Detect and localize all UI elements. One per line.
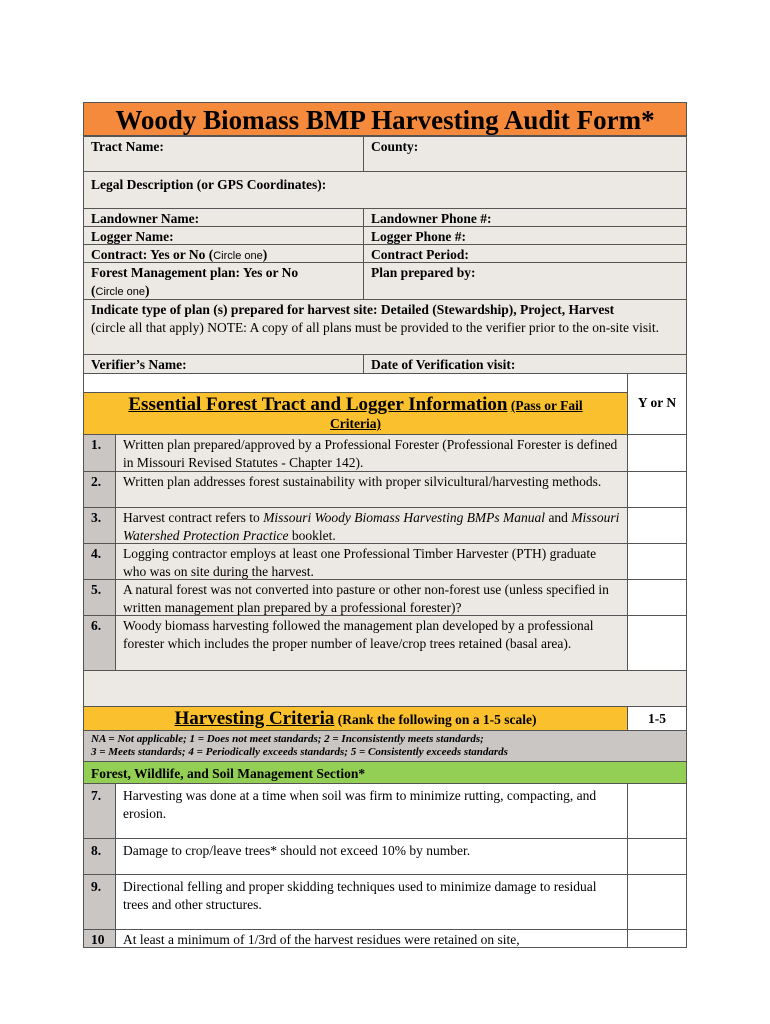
- section1-note-a: (Pass or Fail: [510, 398, 583, 413]
- item-number: 4.: [83, 543, 116, 580]
- section2-header: [83, 706, 628, 731]
- contract-label: Contract: Yes or No (: [91, 247, 214, 262]
- spacer-row: [83, 373, 628, 393]
- score-answer-cell[interactable]: [627, 783, 687, 839]
- item-text-part: and: [545, 510, 572, 525]
- contract-field[interactable]: [83, 244, 364, 263]
- item-text-part: Harvest contract refers to: [123, 510, 264, 525]
- score-column-header: 1-5: [627, 706, 687, 731]
- section2-title: Harvesting Criteria: [174, 708, 335, 729]
- spacer-row: [83, 670, 687, 707]
- fmp-circle-close: ): [145, 283, 150, 298]
- forest-management-plan-field[interactable]: [83, 262, 364, 300]
- item-number: 7.: [83, 783, 116, 839]
- item-text: Woody biomass harvesting followed the management plan developed by a professional forester which includes the proper number of leave/crop trees retained (basal area).: [115, 615, 628, 671]
- item-number: 1.: [83, 434, 116, 472]
- section1-title: Essential Forest Tract and Logger Information: [128, 394, 508, 415]
- plan-prepared-by-field[interactable]: Plan prepared by:: [363, 262, 687, 300]
- item-text: Directional felling and proper skidding techniques used to minimize damage to residual trees and other structures.: [115, 874, 628, 930]
- item-text: Written plan prepared/approved by a Professional Forester (Professional Forester is defined in Missouri Revised Statutes - Chapter 142).: [115, 434, 628, 472]
- item-text: Logging contractor employs at least one Professional Timber Harvester (PTH) graduate who was on site during the harvest.: [115, 543, 628, 580]
- logger-phone-field[interactable]: Logger Phone #:: [363, 226, 687, 245]
- rating-scale-line: 3 = Meets standards; 4 = Periodically exceeds standards; 5 = Consistently exceeds standards: [91, 746, 508, 758]
- yn-answer-cell[interactable]: [627, 507, 687, 544]
- landowner-name-field[interactable]: Landowner Name:: [83, 208, 364, 227]
- yn-answer-cell[interactable]: [627, 615, 687, 671]
- yn-answer-cell[interactable]: [627, 543, 687, 580]
- subsection-header: Forest, Wildlife, and Soil Management Section*: [83, 761, 687, 784]
- item-text: [115, 507, 628, 544]
- score-answer-cell[interactable]: [627, 874, 687, 930]
- form-title: Woody Biomass BMP Harvesting Audit Form*: [83, 102, 687, 136]
- fmp-circle-note: Circle one: [95, 286, 146, 298]
- section1-note-b: Criteria): [330, 416, 381, 431]
- yn-answer-cell[interactable]: [627, 434, 687, 472]
- item-number: 2.: [83, 471, 116, 508]
- yn-answer-cell[interactable]: [627, 471, 687, 508]
- item-text: Damage to crop/leave trees* should not exceed 10% by number.: [115, 838, 628, 875]
- score-answer-cell[interactable]: [627, 929, 687, 948]
- contract-period-field[interactable]: Contract Period:: [363, 244, 687, 263]
- item-text: A natural forest was not converted into pasture or other non-forest use (unless specified in written management plan prepared by a professional forester)?: [115, 579, 628, 616]
- item-number: 5.: [83, 579, 116, 616]
- section1-header: [83, 392, 628, 435]
- yn-column-header: Y or N: [627, 373, 687, 435]
- item-text: Written plan addresses forest sustainability with proper silvicultural/harvesting methods.: [115, 471, 628, 508]
- section2-note: (Rank the following on a 1-5 scale): [337, 712, 537, 727]
- manual-title: Missouri Woody Biomass Harvesting BMPs Manual: [263, 510, 546, 525]
- contract-close: ): [262, 247, 268, 262]
- county-field[interactable]: County:: [363, 136, 687, 172]
- landowner-phone-field[interactable]: Landowner Phone #:: [363, 208, 687, 227]
- plan-type-note: (circle all that apply) NOTE: A copy of all plans must be provided to the verifier prior to the on-site visit.: [91, 320, 659, 335]
- fmp-label: Forest Management plan: Yes or No: [91, 265, 299, 280]
- plan-type-field[interactable]: [83, 299, 687, 355]
- item-number: 9.: [83, 874, 116, 930]
- item-number: 6.: [83, 615, 116, 671]
- verifier-name-field[interactable]: Verifier’s Name:: [83, 354, 364, 374]
- item-text-part: booklet.: [288, 528, 336, 543]
- item-number: 8.: [83, 838, 116, 875]
- score-answer-cell[interactable]: [627, 838, 687, 875]
- plan-type-label: Indicate type of plan (s) prepared for harvest site: Detailed (Stewardship), Project, Harvest: [91, 302, 615, 317]
- yn-answer-cell[interactable]: [627, 579, 687, 616]
- rating-scale: [83, 730, 687, 762]
- legal-description-field[interactable]: Legal Description (or GPS Coordinates):: [83, 171, 687, 209]
- logger-name-field[interactable]: Logger Name:: [83, 226, 364, 245]
- fmp-circle-open: (: [91, 283, 96, 298]
- item-number: 3.: [83, 507, 116, 544]
- rating-scale-line: NA = Not applicable; 1 = Does not meet standards; 2 = Inconsistently meets standards;: [91, 733, 484, 745]
- tract-name-field[interactable]: Tract Name:: [83, 136, 364, 172]
- booklet-title: Missouri Watershed Protection Practice: [123, 510, 620, 543]
- item-text: At least a minimum of 1/3rd of the harvest residues were retained on site,: [115, 929, 628, 948]
- item-text: Harvesting was done at a time when soil was firm to minimize rutting, compacting, and erosion.: [115, 783, 628, 839]
- verification-date-field[interactable]: Date of Verification visit:: [363, 354, 687, 374]
- item-number: 10: [83, 929, 116, 948]
- contract-circle-note: Circle one: [213, 250, 263, 262]
